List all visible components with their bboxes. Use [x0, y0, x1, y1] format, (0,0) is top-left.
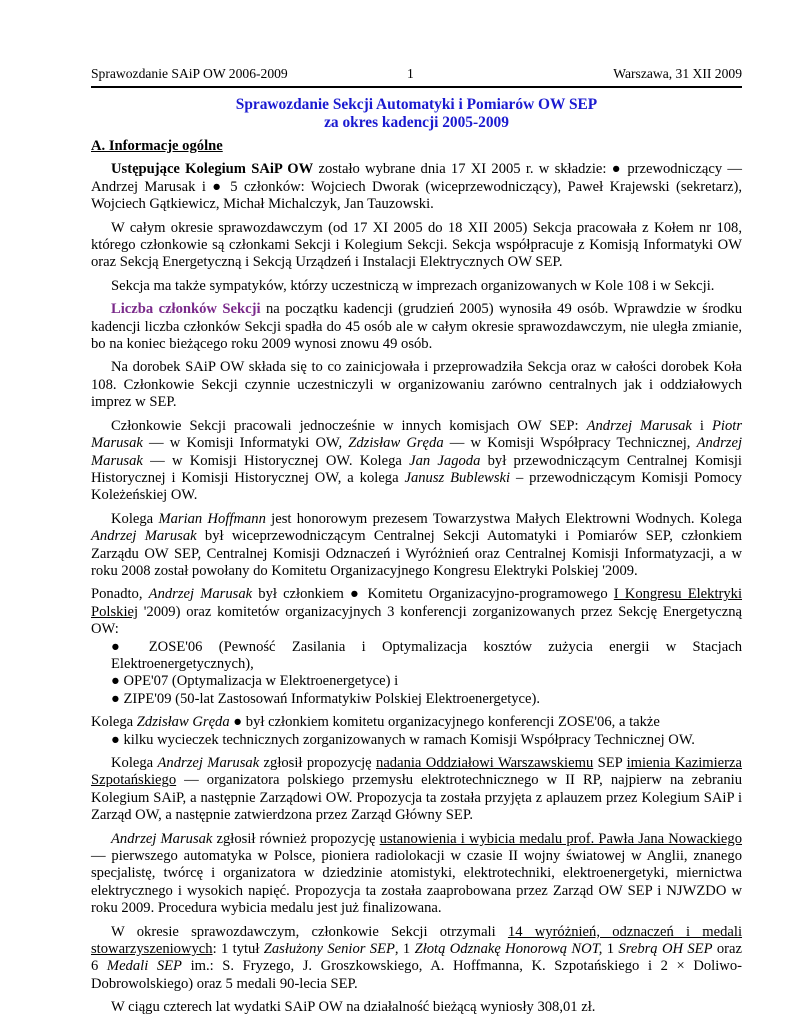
paragraph-wydatki: W ciągu czterech lat wydatki SAiP OW na działalność bieżącą wyniosły 308,01 zł.: [111, 999, 596, 1016]
header-date: Warszawa, 31 XII 2009: [613, 66, 742, 81]
award-name: Zasłużony Senior SEP: [263, 941, 395, 958]
paragraph-nowacki: [91, 831, 742, 918]
text: : 1 tytuł: [212, 941, 264, 958]
text: Kolega: [111, 510, 159, 527]
person-name: Andrzej Marusak: [111, 830, 213, 847]
text: jest honorowym prezesem Towarzystwa Małych Elektrowni Wodnych. Kolega: [265, 510, 742, 527]
text: Kolega: [91, 714, 137, 731]
section-heading: A. Informacje ogólne: [91, 138, 223, 154]
paragraph-greda: [91, 714, 742, 749]
list-item: ● OPE'07 (Optymalizacja w Elektroenergetyce) i: [111, 673, 399, 690]
paragraph-sympatycy: Sekcja ma także sympatyków, którzy uczestniczą w imprezach organizowanych w Kole 108 i w Sekcji.: [111, 277, 715, 294]
paragraph-dorobek: Na dorobek SAiP OW składa się to co zainicjowała i przeprowadziła Sekcja oraz w całości dorobek Koła 108. Członkowie Sekcji czynnie uczestniczyli w organizowaniu zarówno centralnych jak i oddziałowych imprez w SEP.: [91, 359, 742, 411]
paragraph-hoffmann: [91, 511, 742, 581]
text: — w Komisji Informatyki OW,: [142, 435, 349, 452]
underlined-phrase: 14 wyróżnień, odznaczeń i medali stowarzyszeniowych: [91, 923, 743, 958]
underlined-phrase: imienia Kazimierza Szpotańskiego: [91, 755, 742, 789]
document-title: [91, 96, 742, 132]
paragraph-kongres-intro: [91, 586, 742, 638]
person-name: Marian Hoffmann: [158, 510, 266, 527]
list-item: ● ZIPE'09 (50-lat Zastosowań Informatykiw Polskiej Elektroenergetyce).: [111, 690, 541, 707]
underlined-phrase: ustanowienia i wybicia medalu prof. Pawła Jana Nowackiego: [379, 830, 742, 847]
text: zgłosił również propozycję: [212, 830, 380, 847]
text: '2009) oraz komitetów organizacyjnych 3 konferencji zorganizowanych przez Sekcję Energetyczną OW:: [91, 603, 742, 638]
paragraph-wyroznienia: [91, 924, 742, 994]
highlight-phrase: Liczba członków Sekcji: [111, 301, 261, 318]
underlined-phrase: I Kongresu Elektryki Polskiej: [91, 586, 743, 620]
list-item: ● ZOSE'06 (Pewność Zasilania i Optymalizacja kosztów zużycia energii w Stacjach Elektroenergetycznych),: [111, 638, 742, 672]
text: — pierwszego automatyka w Polsce, pioniera radiolokacji w czasie II wojny światowej w Anglii, znanego specjalistę, twórcę i organizatora w dziedzinie atomistyki, elektrotechniki, elektroenergetyki, miernictwa elektrycznego i wysokich napięć. Propozycja ta została zaaprobowana przez Zarząd OW SEP i NJWZDO w roku 2009. Procedura wybicia medalu jest już finalizowana.: [91, 848, 742, 917]
person-name: Piotr Marusak: [91, 417, 743, 452]
document-body: [91, 138, 742, 1023]
person-name: Andrzej Marusak: [91, 435, 742, 469]
text: – przewodniczącym Komisji Pomocy Koleżeńskiej OW.: [91, 469, 742, 504]
title-line-1: Sprawozdanie Sekcji Automatyki i Pomiarów OW SEP: [235, 96, 598, 113]
text: SEP: [593, 755, 627, 771]
text: — w Komisji Współpracy Technicznej,: [443, 435, 697, 452]
text: na początku kadencji (grudzień 2005) wynosiła 49 osób. Wprawdzie w środku kadencji liczba członków Sekcji spadła do 45 osób ale w całym okresie sprawozdawczym, nie uległa zmianie, bo na koniec bieżącego roku 2009 wynosi znowu 49 osób.: [91, 301, 742, 353]
text: zostało wybrane dnia 17 XI 2005 r. w składzie: ● przewodniczący — Andrzej Marusak i ● 5 członków: Wojciech Dworak (wiceprzewodniczący), Paweł Krajewski (sekretarz), Wojciech Gątkiewicz, Michał Michalczyk, Jan Tauzowski.: [91, 161, 742, 213]
text: Ponadto,: [91, 586, 149, 603]
text: zgłosił propozycję: [259, 755, 377, 771]
text: był wiceprzewodniczącym Centralnej Sekcji Automatyki i Pomiarów SEP, członkiem Zarządu OW SEP, Centralnej Komisji Odznaczeń i Wyróżnień oraz Centralnej Komisji Informatyzacji, a w roku 2008 został powołany do Komitetu Organizacyjnego Kongresu Elektryki Polskiej '2009.: [91, 528, 742, 579]
list-item: ● kilku wycieczek technicznych zorganizowanych w ramach Komisji Współpracy Technicznej OW.: [111, 731, 695, 748]
person-name: Andrzej Marusak: [157, 755, 260, 771]
text: Kolega: [111, 755, 158, 771]
text: był przewodniczącym Centralnej Komisji Historycznej i Komisji Historycznej OW, a kolega: [91, 452, 742, 486]
person-name: Jan Jagoda: [409, 452, 481, 469]
text: W okresie sprawozdawczym, członkowie Sekcji otrzymali: [111, 923, 508, 940]
award-name: Srebrą OH SEP: [618, 941, 713, 958]
text: i: [691, 417, 713, 434]
text: — w Komisji Historycznej OW. Kolega: [142, 452, 410, 469]
text: 1: [602, 941, 619, 958]
paragraph-szpotanski: [91, 755, 742, 825]
paragraph-komisje: [91, 418, 742, 505]
person-name: Zdzisław Gręda: [136, 714, 230, 731]
person-name: Andrzej Marusak: [91, 528, 197, 545]
header-rule: [91, 86, 742, 88]
paragraph-kolegium: [91, 161, 742, 213]
text: Członkowie Sekcji pracowali jednocześnie w innych komisjach OW SEP:: [111, 417, 587, 434]
header-left: Sprawozdanie SAiP OW 2006-2009: [91, 66, 288, 81]
bold-phrase: Ustępujące Kolegium SAiP OW: [111, 161, 314, 178]
paragraph-greda-intro: [91, 714, 742, 731]
text: był członkiem ● Komitetu Organizacyjno-programowego: [252, 586, 614, 603]
title-line-2: za okres kadencji 2005-2009: [324, 114, 509, 131]
award-name: Medali SEP: [106, 958, 182, 975]
text: ● był członkiem komitetu organizacyjnego konferencji ZOSE'06, a także: [229, 714, 660, 731]
paragraph-okres: W całym okresie sprawozdawczym (od 17 XI 2005 do 18 XII 2005) Sekcja pracowała z Kołem nr 108, którego członkowie są członkami Sekcji i Kolegium Sekcji. Sekcja współpracuje z Komisją Informatyki OW oraz Sekcją Energetyczną i Sekcją Urządzeń i Instalacji Elektrycznych OW SEP.: [91, 219, 742, 271]
person-name: Zdzisław Gręda: [348, 435, 444, 452]
underlined-phrase: nadania Oddziałowi Warszawskiemu: [376, 755, 594, 771]
award-name: Złotą Odznakę Honorową NOT,: [414, 941, 603, 958]
page-header: [91, 65, 742, 83]
person-name: Andrzej Marusak: [586, 417, 692, 434]
text: im.: S. Fryzego, J. Groszkowskiego, A. Hoffmanna, K. Szpotańskiego i 2 × Doliwo-Dobrowolskiego) oraz 5 medali 90-lecia SEP.: [91, 958, 742, 992]
text: oraz 6: [91, 941, 742, 975]
text: — organizatora polskiego przemysłu elektrotechnicznego w II RP, najpierw na zebraniu Kolegium SAiP, a następnie Zarządowi OW. Propozycja ta została przyjęta z aplauzem przez Kolegium SAiP i Zarząd OW, a następnie zatwierdzona przez Zarząd Główny SEP.: [91, 772, 742, 824]
person-name: Andrzej Marusak: [148, 586, 253, 603]
paragraph-liczba: [91, 301, 742, 353]
text: , 1: [394, 941, 415, 958]
person-name: Janusz Bublewski: [404, 469, 511, 486]
page-number: 1: [407, 66, 414, 81]
paragraph-kongres: [91, 586, 742, 708]
